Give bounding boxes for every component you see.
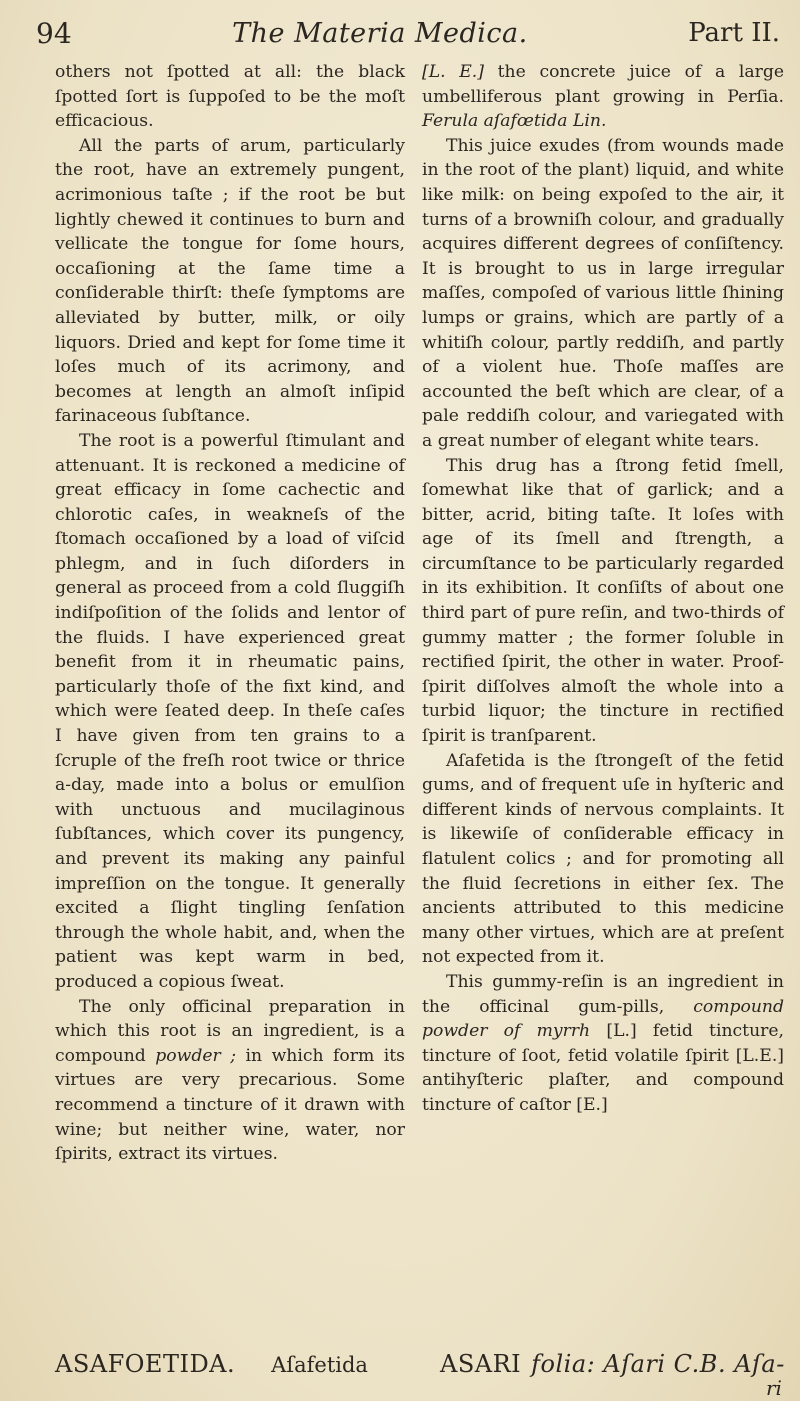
latin-name: Ferula aſafœtida Lin. [422,111,607,132]
pharmacopoeia-tag: [L. E.] [422,62,484,82]
footer-left [55,1350,368,1378]
footer-right [440,1350,785,1378]
left-column [55,60,405,1167]
page-header [36,4,780,62]
text-run: in which form its virtues are very precarious. Some recommend a tincture of it drawn with wine; but neither wine, water, nor ſpirits, extract its virtues. [55,1045,405,1165]
italic-term: compound powder of myrrh [422,996,784,1042]
entry-subheading: Aſafetida [271,1353,368,1377]
paragraph: The root is a powerful ſtimulant and attenuant. It is reckoned a medicine of great efficacy in ſome cachectic and chlorotic caſes, in weakneſs of the ſtomach occaſioned by a load of viſcid phlegm, and in ſuch diſorders in general as proceed from a cold ſluggiſh indiſpoſition of the ſolids and lentor of the fluids. I have experienced great benefit from it in rheumatic pains, particularly thoſe of the fixt kind, and which were ſeated deep. In theſe caſes I have given from ten grains to a ſcruple of the freſh root twice or thrice a-day, made into a bolus or emulſion with unctuous and mucilaginous ſubſtances, which cover its pungency, and prevent its making any painful impreſſion on the tongue. It generally excited a ſlight tingling ſenſation through the whole habit, and, when the patient was kept warm in bed, produced a copious ſweat. [55,430,405,992]
entry-heading: ASAFOETIDA. [55,1350,236,1378]
paragraph: All the parts of arum, particularly the root, have an extremely pungent, acrimonious taſte ; if the root be but lightly chewed it continues to burn and vellicate the tongue for ſome hours, occaſioning at the ſame time a conſiderable thirſt: theſe ſymptoms are alleviated by butter, milk, or oily liquors. Dried and kept for ſome time it loſes much of its acrimony, and becomes at length an almoſt inſipid farinaceous ſubſtance. [55,135,405,427]
paragraph: Aſafetida is the ſtrongeſt of the fetid gums, and of frequent uſe in hyſteric and different kinds of nervous complaints. It is likewiſe of conſiderable efficacy in flatulent colics ; and for promoting all the fluid ſecretions in either ſex. The ancients attributed to this medicine many other virtues, which are at preſent not expected from it. [422,750,784,968]
entry-heading: ASARI [440,1350,522,1378]
text-run: [L.] fetid tincture, tincture of ſoot, fetid volatile ſpirit [L.E.] antihyſteric plaſter, and compound tincture of caſtor [E.] [422,1021,784,1115]
paragraph: This drug has a ſtrong fetid ſmell, ſomewhat like that of garlick; and a bitter, acrid, biting taſte. It loſes with age of its ſmell and ſtrength, a circumſtance to be particularly regarded in its exhibition. It conſiſts of about one third part of pure reſin, and two-thirds of gummy matter ; the former ſoluble in rectified ſpirit, the other in water. Proof-ſpirit diſſolves almoſt the whole into a turbid liquor; the tincture in rectified ſpirit is tranſparent. [422,455,784,747]
text-run: The only officinal preparation in which this root is an ingredient, is a compound [55,996,405,1066]
text-run: This gummy-reſin is an ingredient in the officinal gum-pills, [422,971,784,1017]
page-number: 94 [36,16,72,50]
paragraph: This juice exudes (from wounds made in the root of the plant) liquid, and white like milk: on being expoſed to the air, it turns of a browniſh colour, and gradually acquires different degrees of conſiſtency. It is brought to us in large irregular maſſes, compoſed of various little ſhining lumps or grains, which are partly of a whitiſh colour, partly reddiſh, and partly of a violent hue. Thoſe maſſes are accounted the beſt which are clear, of a pale reddiſh colour, and variegated with a great number of elegant white tears. [422,135,784,451]
part-label: Part II. [688,18,780,48]
paragraph [55,995,405,1167]
paragraph: others not ſpotted at all: the black ſpotted ſort is ſuppoſed to be the moſt efficacious. [55,62,405,132]
text-run: the concrete juice of a large umbelliferous plant growing in Perſia. [422,62,785,107]
right-column [422,60,784,1118]
paragraph [422,970,784,1118]
italic-term: powder ; [155,1045,237,1066]
paragraph [422,60,784,134]
running-title: The Materia Medica. [232,17,528,49]
catchword: ri [766,1376,782,1400]
entry-latin: folia: Aſari C.B. Aſa- [531,1350,785,1378]
